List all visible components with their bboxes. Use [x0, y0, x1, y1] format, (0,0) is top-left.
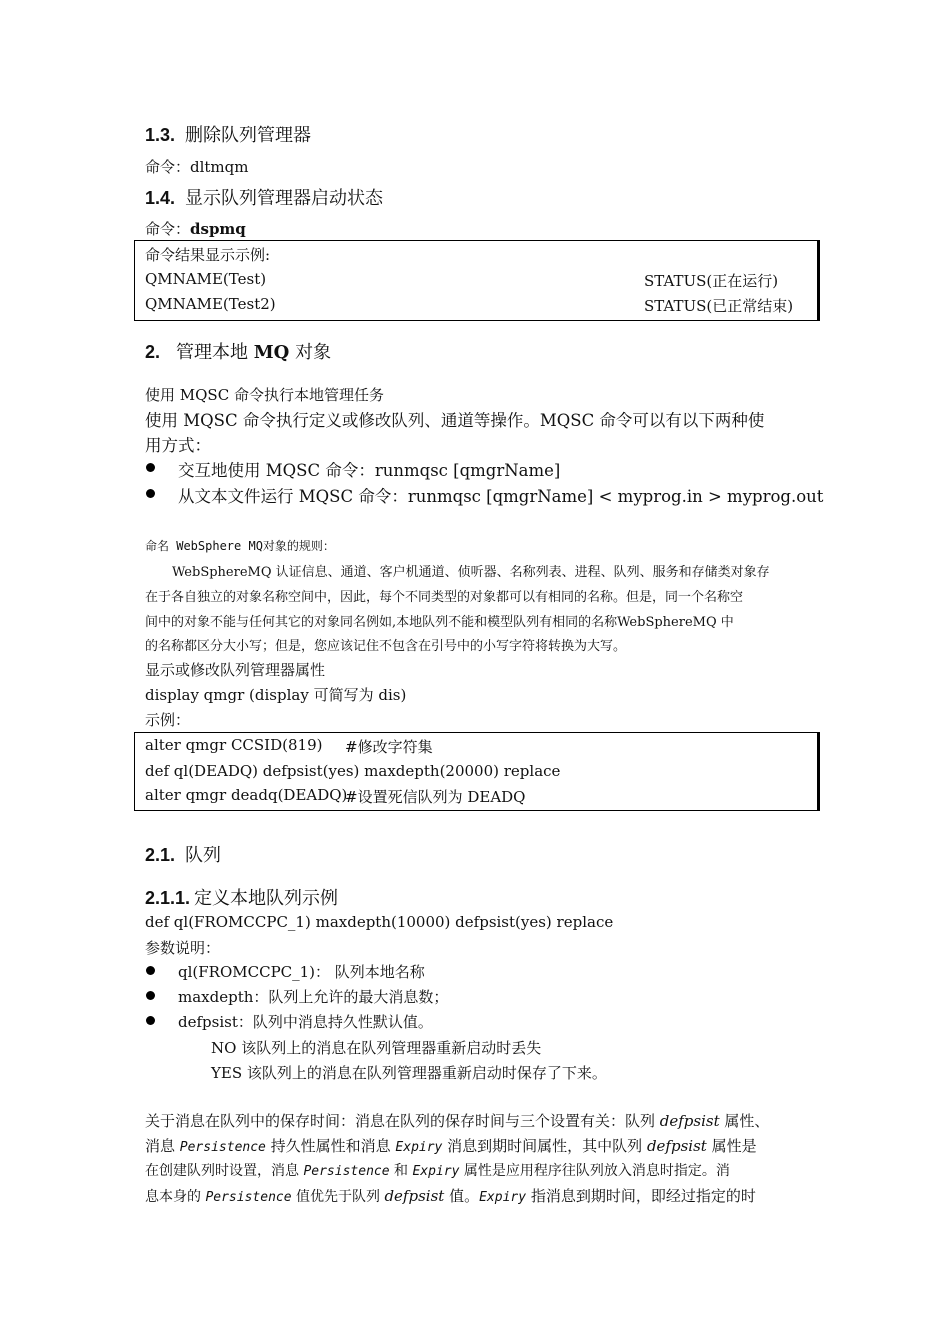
text-run-code: Persistence [205, 1190, 292, 1205]
text-run: 消息 [145, 1137, 180, 1155]
persistence-line-3 [145, 1160, 730, 1180]
heading-title: 删除队列管理器 [185, 125, 312, 146]
heading-title-pre: 管理本地 [176, 342, 254, 363]
param-item: defpsist：队列中消息持久性默认值。 [178, 1013, 433, 1031]
heading-2-1 [145, 841, 221, 867]
defpsist-yes: YES 该队列上的消息在队列管理器重新启动时保存了下来。 [211, 1064, 607, 1082]
paragraph-show-modify: 显示或修改队列管理器属性 [145, 661, 326, 679]
text-run: 属性是 [706, 1137, 757, 1155]
text-run-italic: defpsist [659, 1112, 720, 1130]
text-run: 和 [389, 1163, 413, 1179]
heading-title-post: 对象 [289, 342, 332, 363]
naming-rules-title: 命名 WebSphere MQ对象的规则： [145, 539, 335, 553]
bullet-dot [146, 966, 155, 975]
text-run-italic: defpsist [384, 1187, 445, 1205]
result-qmname: QMNAME(Test) [145, 270, 267, 288]
heading-number: 1.4. [145, 188, 176, 208]
heading-2 [145, 338, 331, 364]
paragraph-mqsc-line2: 用方式： [145, 436, 211, 455]
persistence-line-1 [145, 1110, 769, 1131]
heading-title: 定义本地队列示例 [194, 888, 339, 909]
text-run-code: Expiry [479, 1190, 527, 1205]
bullet-item: 从文本文件运行 MQSC 命令：runmqsc [qmgrName] < myprog.in > myprog.out [178, 487, 824, 506]
text-run-code: Expiry [412, 1164, 460, 1179]
result-box [134, 240, 820, 321]
text-run: 息本身的 [145, 1189, 206, 1205]
text-run: 属性是应用程序往队列放入消息时指定。消 [459, 1163, 730, 1179]
text-run: 值。 [444, 1187, 480, 1205]
heading-1-4 [145, 184, 383, 210]
naming-rules-line: 间中的对象不能与任何其它的对象同名例如,本地队列不能和模型队列有相同的名称WebSphereMQ 中 [145, 615, 734, 630]
text-run: 关于消息在队列中的保存时间：消息在队列的保存时间与三个设置有关：队列 [145, 1112, 660, 1130]
heading-title: 显示队列管理器启动状态 [185, 188, 384, 209]
command-dltmqm: 命令：dltmqm [145, 158, 249, 176]
text-run: 值优先于队列 [291, 1189, 385, 1205]
text-run-code: Persistence [179, 1140, 266, 1155]
example-box [134, 732, 820, 811]
paragraph-mqsc-line1: 使用 MQSC 命令执行定义或修改队列、通道等操作。MQSC 命令可以有以下两种使 [145, 411, 765, 430]
naming-rules-line: 的名称都区分大小写；但是，您应该记住不包含在引号中的小写字符将转换为大写。 [145, 639, 627, 654]
bullet-dot [146, 991, 155, 1000]
text-run-code: Persistence [303, 1164, 390, 1179]
naming-rules-line: WebSphereMQ 认证信息、通道、客户机通道、侦听器、名称列表、进程、队列、服务和存储类对象存 [172, 565, 770, 580]
text-run: 指消息到期时间，即经过指定的时 [526, 1187, 756, 1205]
text-run-italic: defpsist [646, 1137, 707, 1155]
persistence-line-4 [145, 1185, 756, 1206]
param-item: maxdepth：队列上允许的最大消息数； [178, 988, 449, 1006]
text-run: 持久性属性和消息 [265, 1137, 396, 1155]
result-box-title: 命令结果显示示例: [145, 246, 271, 264]
example-command: def ql(DEADQ) defpsist(yes) maxdepth(20000) replace [145, 762, 561, 780]
paragraph-display-qmgr: display qmgr (display 可简写为 dis) [145, 686, 407, 704]
text-run: 属性、 [719, 1112, 770, 1130]
command-label: 命令： [145, 220, 191, 238]
result-status: STATUS(已正常结束) [644, 297, 794, 315]
heading-title: 队列 [185, 845, 222, 866]
naming-rules-line: 在于各自独立的对象名称空间中，因此，每个不同类型的对象都可以有相同的名称。但是，同一个名称空 [145, 590, 744, 605]
command-dspmq [145, 218, 246, 239]
paragraph-example-label: 示例： [145, 711, 191, 729]
bullet-dot [146, 1016, 155, 1025]
example-command: alter qmgr CCSID(819) [145, 736, 323, 754]
command-value: dspmq [190, 220, 246, 238]
bullet-dot [146, 489, 155, 498]
result-qmname: QMNAME(Test2) [145, 295, 276, 313]
text-run: 在创建队列时设置，消息 [145, 1163, 304, 1179]
example-comment: #修改字符集 [345, 738, 433, 756]
example-command: alter qmgr deadq(DEADQ) [145, 786, 348, 804]
heading-number: 2.1.1. [145, 888, 191, 908]
example-comment: #设置死信队列为 DEADQ [345, 788, 526, 806]
define-queue-command: def ql(FROMCCPC_1) maxdepth(10000) defpsist(yes) replace [145, 913, 614, 931]
paragraph-use-mqsc: 使用 MQSC 命令执行本地管理任务 [145, 386, 384, 404]
heading-2-1-1 [145, 884, 338, 910]
persistence-line-2 [145, 1135, 757, 1156]
bullet-dot [146, 463, 155, 472]
heading-number: 1.3. [145, 125, 176, 145]
text-run-code: Expiry [395, 1140, 443, 1155]
bullet-item: 交互地使用 MQSC 命令：runmqsc [qmgrName] [178, 461, 561, 480]
result-status: STATUS(正在运行) [644, 272, 779, 290]
defpsist-no: NO 该队列上的消息在队列管理器重新启动时丢失 [211, 1039, 542, 1057]
heading-number: 2.1. [145, 845, 176, 865]
params-label: 参数说明： [145, 939, 221, 957]
param-item: ql(FROMCCPC_1)： 队列本地名称 [178, 963, 425, 981]
heading-title-bold: MQ [253, 342, 290, 363]
heading-1-3 [145, 121, 311, 147]
heading-number: 2. [145, 342, 161, 362]
text-run: 消息到期时间属性，其中队列 [442, 1137, 647, 1155]
